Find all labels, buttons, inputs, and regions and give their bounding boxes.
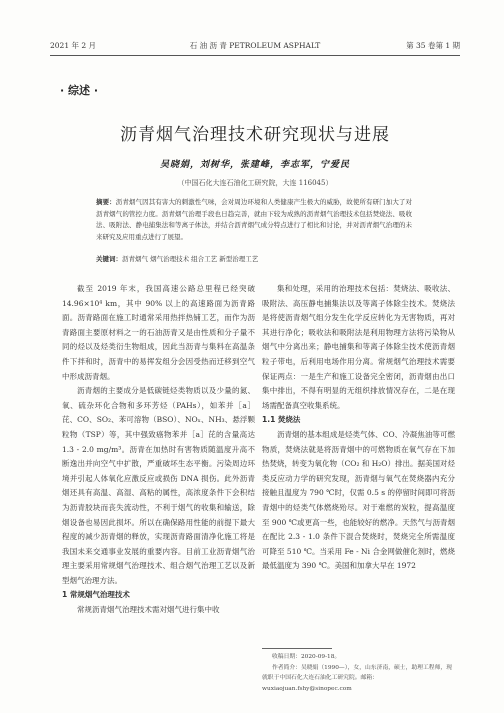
- footnote-author: 作者简介：吴晓娟（1990—），女，山东济南，硕士，助理工程师，现就职于中国石化大连石油化工研究院。邮箱：wuxiaojuan.fshy@sinopec.com: [262, 664, 452, 692]
- author-list: 吴晓娟，刘树华，张建峰，李志军，宁爱民: [159, 160, 350, 170]
- abstract-label: 摘要：: [96, 198, 116, 206]
- left-column: [62, 282, 255, 618]
- body-paragraph: 沥青烟的基本组成是烃类气体、CO、冷凝焦油等可燃物质，焚烧法就是将沥青烟中的可燃物质在氧气存在下加热焚烧，转变为氧化物（CO₂ 和 H₂O）排出。据美国对烃类反应动力学的研究发现，沥青烟与氧气在焚烧器内充分接触且温度为 790 ℃时，仅需 0.5 s 的停留时间即可将沥青烟中的烃类气体燃烧殆尽。对于难燃的炭粒，提高温度至 900 ℃或更高一些，也能较好的燃净。天然气与沥青烟在配比 2.3 - 1.0 条件下混合焚烧时，焚烧完全所需温度可降至 510 ℃。当采用 Fe - Ni 合金网做催化剂时，燃烧最低温度为 390 ℃。美国和加拿大早在 1972: [262, 429, 455, 571]
- body-paragraph: 集和处理，采用的治理技术包括：焚烧法、吸收法、吸附法、高压静电捕集法以及等离子体除尘技术。焚烧法是将使沥青烟气组分发生化学反应转化为无害物质，再对其进行净化；吸收法和吸附法是利用物理方法将污染物从烟气中分离出来；静电捕集和等离子体除尘技术使沥青烟粒子带电，后利用电场作用分离。常规烟气治理技术需要保证两点：一是生产和施工设备完全密闭，沥青烟由出口集中排出，不得有明显的无组织排放情况存在，二是在现场需配备真空收集系统。: [262, 284, 455, 410]
- keywords-label: 关键词：: [96, 255, 122, 263]
- keywords-text: 沥青烟气 烟气治理技术 组合工艺 新型治理工艺: [122, 255, 259, 263]
- abstract: [96, 197, 412, 243]
- header-date: 2021 年 2 月: [50, 41, 97, 50]
- body-paragraph: 沥青烟的主要成分是低碳链烃类物质以及少量的氮、氧、硫杂环化合物和多环芳烃（PAHs），如苯并［a］芘、CO、SO₂、苯可溶物（BSO）、NOₓ、NH₃、悬浮颗粒物（TSP）等，其中强致癌物苯并［a］芘的含量高达 1.3 - 2.0 mg/m³。沥青在加热时有害物质随温度升高不断逸出并向空气中扩散，严重破坏生态平衡。污染周边环境并引起人体氧化应激反应或损伤 DNA 损伤。此外沥青烟还具有高温、高湿、高粘的属性，高浓度条件下会积结为沥青胶块而丧失流动性，不利于烟气的收集和输送，除烟设备也易因此损坏。所以在确保路用性能的前提下最大程度的减少沥青烟的释放，实现沥青路面清净化施工将是我国未来交通事业发展的重要内容。目前工业沥青烟气治理主要采用常规烟气治理技术、组合烟气治理工艺以及新型烟气治理方法。: [62, 386, 255, 585]
- header-rule: [50, 55, 460, 56]
- affiliation: （中国石化大连石油化工研究院，大连 116045）: [177, 179, 333, 187]
- body-paragraph: 常规沥青烟气治理技术需对烟气进行集中收: [77, 605, 220, 615]
- running-header: [50, 40, 460, 52]
- right-column: [262, 282, 455, 574]
- header-volume: 第 35 卷第 1 期: [406, 41, 460, 50]
- section-label: · 综述 ·: [60, 84, 99, 97]
- footnote-received: 收稿日期：2020-09-18。: [272, 654, 341, 660]
- body-paragraph: 截至 2019 年末，我国高速公路总里程已经突破 14.96×10⁴ km，其中 90% 以上的高速路面为沥青路面。沥青路面在施工时通常采用热拌热铺工艺，而作为沥青路面主要原材料之一的石油沥青又是由性质和分子量不同的烃以及烃类衍生物组成，因此当沥青与集料在高温条件下拌和时，沥青中的易挥发组分会因受热而迁移到空气中形成沥青烟。: [62, 284, 255, 381]
- footnote-rule: [262, 648, 332, 649]
- paper-title: 沥青烟气治理技术研究现状与进展: [120, 125, 390, 145]
- section-heading: 1 常规烟气治理技术: [62, 590, 130, 600]
- header-journal: 石 油 沥 青 PETROLEUM ASPHALT: [189, 41, 321, 50]
- abstract-text: 沥青烟气因其有害大的刺激性气味，会对周边环境和人类健康产生极大的威胁，故使所有研门加大了对沥青烟气的管控力度。沥青烟气治理手段也日趋完善，就由下较为成熟的沥青烟气治理技术包括焚烧法、吸收法、吸附法、静电捕集法和等离子体法，并结合沥青烟气成分特点进行了相比和讨论，并对沥青烟气治理的未来研究及应用重点进行了展望。: [96, 198, 413, 241]
- subsection-heading: 1.1 焚烧法: [262, 415, 301, 425]
- keywords: [96, 254, 412, 263]
- footnote: [262, 652, 455, 694]
